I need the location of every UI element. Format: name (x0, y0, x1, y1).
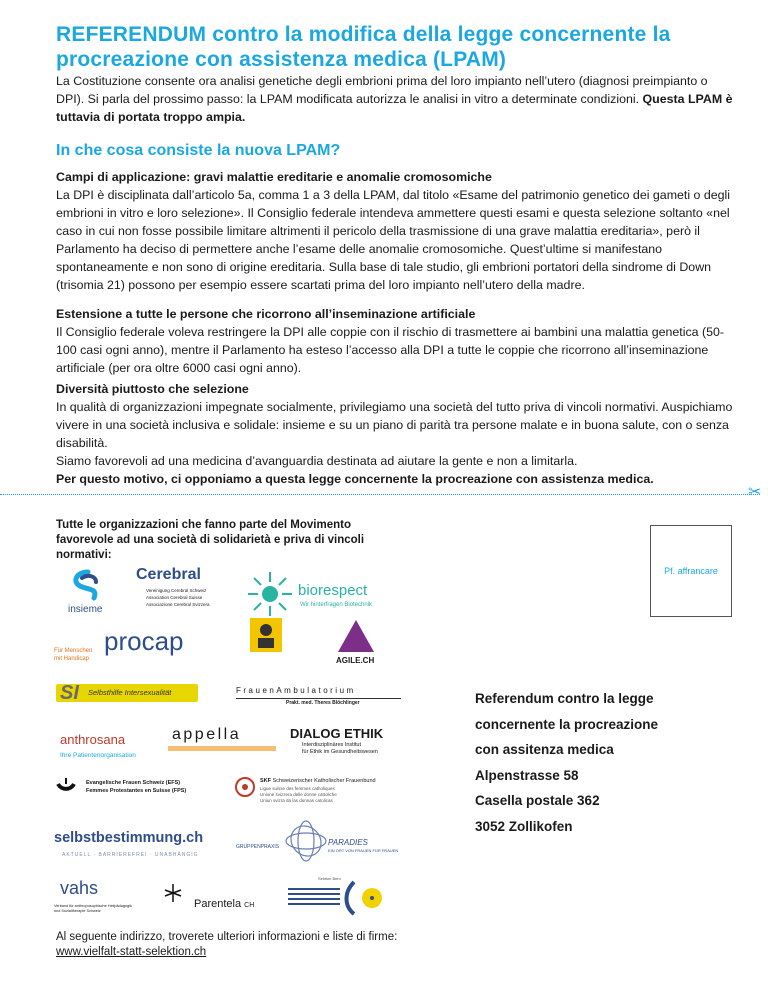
efs-logo (54, 776, 214, 808)
agile-logo (336, 618, 380, 668)
agile-triangle-icon (336, 618, 376, 654)
stamp-box (650, 525, 732, 617)
procap-logo (54, 626, 214, 670)
appella-name: appella (172, 726, 242, 743)
frauen-ambulatorium-logo (236, 684, 406, 714)
organizations-title: Tutte le organizzazioni che fanno parte del Movimento favorevole ad una società di solidarietà e priva di vincoli normativi: (56, 519, 365, 561)
appella-logo (168, 726, 278, 756)
intro-bold-statement: Questa LPAM è tuttavia di portata troppo ampia. (56, 92, 733, 124)
procap-name: procap (104, 626, 184, 656)
skf-logo (234, 776, 410, 810)
hebammen-section: Sektion Bern (318, 876, 341, 881)
selbst-tagline: AKTUELL · BARRIEREFREI · UNABHÄNGIG (62, 852, 199, 858)
footer-url-link[interactable]: www.vielfalt-statt-selektion.ch (56, 946, 207, 958)
vahs-sub-2: und Sozialtherapie Schweiz (54, 909, 101, 913)
scissors-icon: ✂ (748, 484, 762, 501)
insieme-logo (58, 568, 118, 618)
section-body: La DPI è disciplinata dall’articolo 5a, comma 1 a 3 della LPAM, dal titolo «Esame del patrimonio genetico dei gameti o degli embrioni in vitro e loro selezione». Il Consiglio federale intendeva ammettere questi esami e questa selezione soltanto «nel caso in cui non fosse possibile limitare altrimenti il pericolo della trasmissione di una grave malattia ereditaria», però il Parlamento ha deciso di permettere anche l’esame delle anomalie cromosomiche. Quest’ultime si manifestano spontaneamente e non sono di origine ereditaria. Sulla base di tale studio, gli embrioni portatori della sindrome di Down (trisomia 21) possono per esempio essere scartati prima del loro impianto nell’utero della madre. (56, 188, 731, 292)
section-subheading: In che cosa consiste la nuova LPAM? (56, 142, 341, 159)
cerebral-sub-fr: Association Cerebral Suisse (146, 595, 203, 600)
skf-sub-fr: Ligue suisse des femmes catholiques (260, 786, 335, 791)
appella-stripe (168, 746, 276, 751)
cut-line (0, 494, 760, 495)
address-line: concernente la procreazione (475, 716, 659, 732)
paradies-name: PARADIES (328, 838, 368, 847)
hebammen-mark-icon (344, 878, 394, 918)
paradies-tagline: EIN ORT VON FRAUEN FÜR FRAUEN (328, 848, 399, 853)
paradies-gruppenpraxis: GRUPPENPRAXIS (236, 844, 280, 850)
address-line: Referendum contro la legge (475, 691, 654, 706)
intro-text: La Costituzione consente ora analisi genetiche degli embrioni prima del loro impianto nell’utero (diagnosi preimpianto o DPI). Si parla del prossimo passo: la LPAM modificata autorizza le analisi in vitro a determinate condizioni. (56, 74, 708, 106)
parentela-tree-icon (162, 882, 184, 904)
procap-sub-2: mit Handicap (54, 656, 90, 662)
yellow-figure-icon (248, 616, 284, 654)
section-heading: Diversità piuttosto che selezione (56, 382, 249, 396)
address-line: 3052 Zollikofen (475, 818, 573, 834)
biorespect-sun-icon (246, 570, 294, 618)
insieme-symbol-icon (58, 568, 118, 604)
section-diversity (56, 380, 736, 470)
cerebral-name: Cerebral (136, 566, 201, 583)
section-heading: Campi di applicazione: gravi malattie ereditarie e anomalie cromosomiche (56, 170, 492, 184)
dialog-ethik-logo (290, 726, 410, 762)
footer-text: Al seguente indirizzo, troverete ulteriori informazioni e liste di firme: (56, 931, 398, 943)
skf-fullname: Schweizerischer Katholischer Frauenbund (272, 778, 376, 784)
selbst-name: selbstbestimmung.ch (54, 830, 204, 846)
anthrosana-logo (56, 730, 166, 766)
section-body: In qualità di organizzazioni impegnate socialmente, privilegiamo una società del tutto priva di vincoli normativi. Auspichiamo vivere in una società inclusiva e solidale: insieme e su un piano di parità tra persone malate e in buona salute, con o senza disabilità. (56, 400, 733, 450)
skf-sub-it: Unione svizzera delle donne cattoliche (260, 792, 337, 797)
hebammen-text-block (288, 886, 340, 908)
dialog-sub-2: für Ethik im Gesundheitswesen (302, 749, 378, 755)
efs-crescent-icon (54, 776, 78, 802)
yellow-organization-logo (248, 616, 284, 668)
section-heading: Estensione a tutte le persone che ricorrono all’inseminazione artificiale (56, 307, 476, 321)
frauen-sub: Prakt. med. Theres Blöchlinger (286, 700, 360, 706)
stamp-label: Pf. affrancare (664, 566, 718, 576)
gruppenpraxis-paradies-logo (236, 818, 410, 870)
address-line: Casella postale 362 (475, 793, 600, 808)
biorespect-logo (246, 570, 406, 622)
biorespect-tagline: Wir hinterfragen Biotechnik (300, 602, 373, 608)
page-title: REFERENDUM contro la modifica della legge concernente la procreazione con assistenza medica (LPAM) (56, 23, 671, 71)
anthrosana-name: anthrosana (60, 732, 126, 747)
vahs-name: vahs (60, 878, 99, 898)
section-body: Il Consiglio federale voleva restringere la DPI alle coppie con il rischio di trasmettere ai bambini una malattia genetica (50-100 casi ogni anno), mentre il Parlamento ha esteso l’accesso alla DPI a tutte le coppie che ricorrono all’inseminazione artificiale (per ora oltre 6000 casi ogni anno). (56, 325, 725, 375)
section-extension (56, 305, 736, 377)
procap-sub-1: Für Menschen (54, 648, 93, 654)
si-tagline: Selbsthilfe Intersexualität (88, 688, 172, 697)
parentela-logo (162, 882, 262, 918)
parentela-ch: CH (244, 902, 255, 909)
intro-paragraph (56, 72, 736, 126)
skf-rose-icon (234, 776, 256, 798)
si-name: SI (60, 682, 79, 704)
paradies-flower-icon (276, 818, 336, 864)
efs-name-de: Evangelische Frauen Schweiz (EFS) (86, 780, 181, 786)
logo-grid (50, 562, 410, 922)
vahs-logo (54, 878, 154, 920)
insieme-name: insieme (68, 604, 103, 615)
cerebral-logo (132, 564, 232, 622)
frauen-divider (236, 698, 401, 699)
mailing-address (475, 686, 658, 839)
parentela-word: Parentela (194, 898, 242, 910)
skf-name (260, 778, 376, 784)
dialog-name: DIALOG ETHIK (290, 726, 384, 741)
anthrosana-sub: Ihre Patientenorganisation (60, 752, 136, 759)
efs-name-fr: Femmes Protestantes en Suisse (FPS) (86, 788, 187, 794)
vahs-sub-1: Verband für anthroposophische Heilpädagogik (54, 904, 132, 908)
cerebral-sub-de: Vereinigung Cerebral Schweiz (146, 588, 207, 593)
address-line: Alpenstrasse 58 (475, 767, 579, 783)
conclusion-statement: Per questo motivo, ci opponiamo a questa legge concernente la procreazione con assistenza medica. (56, 472, 654, 486)
skf-abbr: SKF (260, 778, 271, 784)
cerebral-sub-it: Associazione Cerebral Svizzera (146, 602, 210, 607)
dialog-sub-1: Interdisziplinäres Institut (302, 742, 361, 748)
selbstbestimmung-logo (54, 830, 224, 864)
frauen-name: FrauenAmbulatorium (236, 686, 356, 695)
address-line: con assitenza medica (475, 742, 614, 757)
section-body-2: Siamo favorevoli ad una medicina d’avanguardia destinata ad aiutare la gente e non a limitarla. (56, 454, 578, 468)
agile-name: AGILE.CH (336, 656, 375, 665)
si-logo (56, 680, 198, 706)
section-applications (56, 168, 736, 294)
parentela-name (194, 898, 254, 910)
skf-sub-rm: Uniun svizra da las dunnas catolicas (260, 798, 333, 803)
biorespect-name: biorespect (298, 582, 368, 599)
footer (56, 930, 397, 960)
hebammen-verband-logo (282, 876, 402, 920)
